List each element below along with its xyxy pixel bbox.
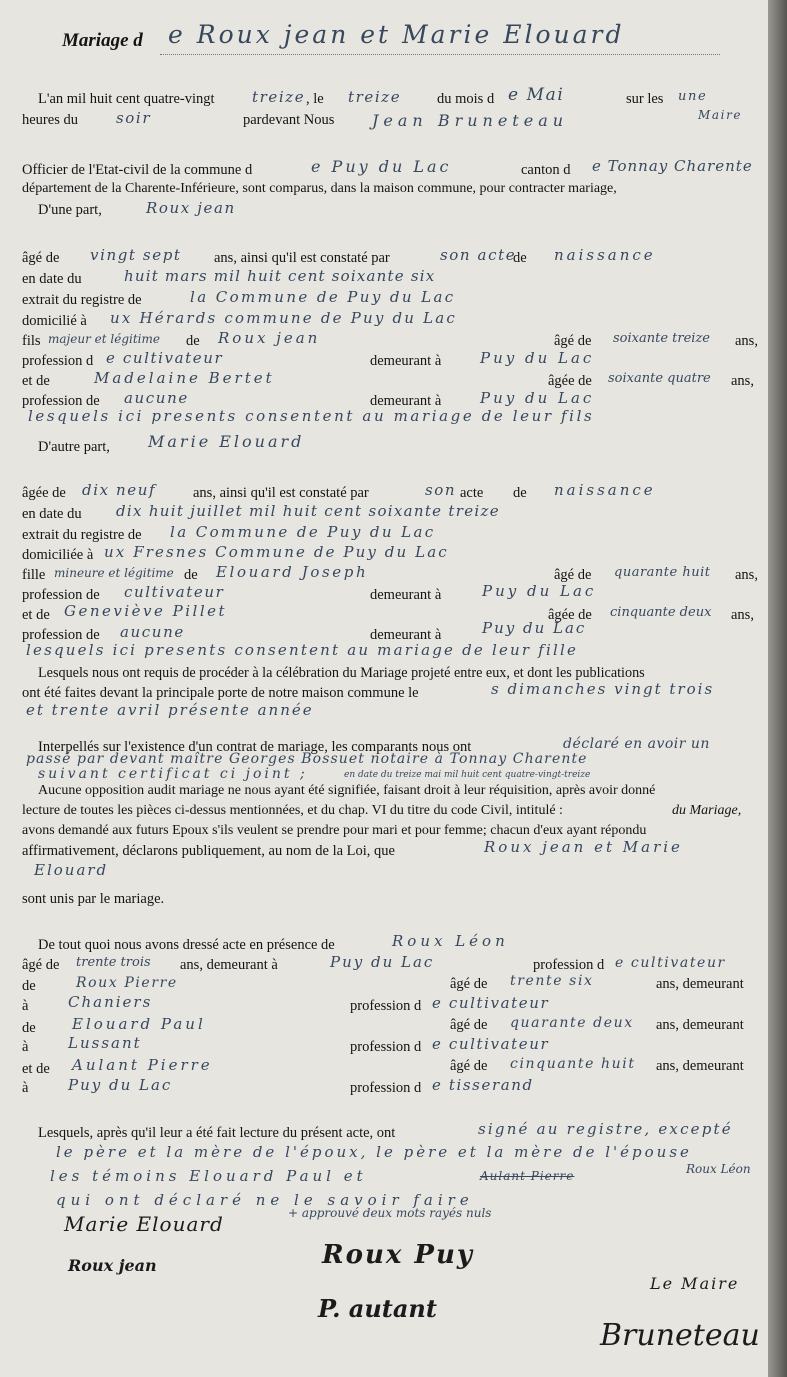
opposition-line2: lecture de toutes les pièces ci-dessus mentionnées, et du chap. VI du titre du code Civil, intitulé : <box>22 803 563 818</box>
month-text: du mois d <box>437 91 495 107</box>
epouse-acte-text: acte <box>460 485 484 501</box>
temoin3-prof-label: profession d <box>350 1039 422 1055</box>
lecture-value3b: Roux Léon <box>686 1162 751 1176</box>
signature-temoin1: Roux Puy <box>322 1240 474 1270</box>
epouse-pere-dem-value: Puy du Lac <box>482 582 597 600</box>
epouse-pere-age-value: quarante huit <box>614 565 711 580</box>
epoux-etde-label: et de <box>22 373 50 389</box>
epoux-mere-prof-label: profession de <box>22 393 100 409</box>
temoin4-dem-value: Puy du Lac <box>68 1076 173 1094</box>
temoin2-a-label: à <box>22 998 29 1014</box>
epoux-pere-ans-text: ans, <box>735 333 758 349</box>
temoin2-prof-value: e cultivateur <box>432 994 550 1012</box>
temoin3-age-label: âgé de <box>450 1017 488 1033</box>
month-value: e Mai <box>508 85 565 105</box>
contrat-value3: suivant certificat ci joint ; <box>38 766 308 782</box>
temoin3-de-label: de <box>22 1020 36 1036</box>
epouse-mere-age-value: cinquante deux <box>610 605 712 620</box>
epoux-constate-text: ans, ainsi qu'il est constaté par <box>214 250 390 266</box>
epouse-mere-dem-label: demeurant à <box>370 627 442 643</box>
signature-maire: Bruneteau <box>600 1318 760 1353</box>
opposition-line4: affirmativement, déclarons publiquement, au nom de la Loi, que <box>22 843 395 859</box>
page-edge <box>768 0 787 1377</box>
temoins-intro: De tout quoi nous avons dressé acte en présence de <box>38 937 335 953</box>
canton-value: e Tonnay Charente <box>592 157 753 175</box>
temoin1-dem-value: Puy du Lac <box>330 953 435 971</box>
temoin1-age-label: âgé de <box>22 957 60 973</box>
epouse-domicile-value: ux Fresnes Commune de Puy du Lac <box>104 543 449 561</box>
signature-epouse: Marie Elouard <box>64 1212 224 1236</box>
une-part-text: D'une part, <box>38 202 102 218</box>
soir-value: soir <box>116 109 152 127</box>
fille-value: mineure et légitime <box>54 566 174 580</box>
lecture-struck-name: Aulant Pierre <box>480 1169 575 1183</box>
heading-dots <box>160 54 720 55</box>
fils-de-text: de <box>186 333 200 349</box>
epoux-extrait-label: extrait du registre de <box>22 292 142 308</box>
epouse-pere-prof-value: cultivateur <box>124 583 225 601</box>
temoin2-age-value: trente six <box>510 973 594 989</box>
epoux-domicile-value: ux Hérards commune de Puy du Lac <box>110 309 458 327</box>
temoin2-age-label: âgé de <box>450 976 488 992</box>
lecture-value4: qui ont déclaré ne le savoir faire <box>56 1191 474 1209</box>
epoux-mere-dem-label: demeurant à <box>370 393 442 409</box>
day-value: treize <box>348 88 402 106</box>
lecture-value2: le père et la mère de l'époux, le père et la mère de l'épouse <box>56 1143 692 1161</box>
contrat-value2: passé par devant maître Georges Bossuet notaire à Tonnay Charente <box>26 751 588 767</box>
epouse-age-label: âgée de <box>22 485 66 501</box>
temoin4-nom-value: Aulant Pierre <box>72 1056 213 1074</box>
epouse-mere-ans-text: ans, <box>731 607 754 623</box>
hour-value: une <box>678 89 708 104</box>
epouse-mere-dem-value: Puy du Lac <box>482 619 587 637</box>
epoux-pere-dem-value: Puy du Lac <box>480 349 595 367</box>
temoin3-nom-value: Elouard Paul <box>72 1015 206 1033</box>
temoin4-prof-label: profession d <box>350 1080 422 1096</box>
epoux-mere-age-label: âgée de <box>548 373 592 389</box>
epoux-domicile-label: domicilié à <box>22 313 87 329</box>
temoin3-a-label: à <box>22 1039 29 1055</box>
contrat-line1: Interpellés sur l'existence d'un contrat de mariage, les comparants nous ont <box>38 739 472 755</box>
temoin4-prof-value: e tisserand <box>432 1076 534 1094</box>
contrat-value3b: en date du treize mai mil huit cent quatre-vingt-treize <box>344 770 591 780</box>
fils-value: majeur et légitime <box>48 332 160 346</box>
canton-text: canton d <box>521 162 571 178</box>
epouse-pere-prof-label: profession de <box>22 587 100 603</box>
officier-text: Officier de l'Etat-civil de la commune d <box>22 162 253 178</box>
maire-title-value: Maire <box>698 108 743 122</box>
epouse-mere-age-label: âgée de <box>548 607 592 623</box>
epoux-date-label: en date du <box>22 271 82 287</box>
epouse-age-value: dix neuf <box>82 481 157 499</box>
signature-temoin2: P. autant <box>318 1294 437 1323</box>
fils-label: fils <box>22 333 41 349</box>
epoux-consent-value: lesquels ici presents consentent au mariage de leur fils <box>28 407 595 425</box>
epouse-naissance-value: naissance <box>554 481 656 499</box>
act-heading: Mariage d <box>62 30 143 51</box>
temoin3-prof-value: e cultivateur <box>432 1035 550 1053</box>
epouse-date-label: en date du <box>22 506 82 522</box>
year-text: L'an mil huit cent quatre-vingt <box>38 91 215 107</box>
epoux-mere-value: Madelaine Bertet <box>94 369 275 387</box>
publications-dates-value: s dimanches vingt trois <box>491 680 715 698</box>
epoux-mere-prof-value: aucune <box>124 389 189 407</box>
epoux-naissance-value: naissance <box>554 246 656 264</box>
heading-names: e Roux jean et Marie Elouard <box>168 20 625 49</box>
signature-epoux: Roux jean <box>68 1256 157 1275</box>
temoin2-nom-value: Roux Pierre <box>76 975 178 991</box>
year-value: treize <box>252 88 306 106</box>
epoux-age-value: vingt sept <box>90 246 182 264</box>
epoux-age-label: âgé de <box>22 250 60 266</box>
epoux-pere-age-value: soixante treize <box>613 331 710 346</box>
temoin1-prof-label: profession d <box>533 957 605 973</box>
contrat-value1: déclaré en avoir un <box>563 736 710 752</box>
epoux-date-value: huit mars mil huit cent soixante six <box>124 267 436 285</box>
opposition-names-value: Roux jean et Marie <box>484 838 683 856</box>
epoux-pere-prof-value: e cultivateur <box>106 349 224 367</box>
temoin2-de-label: de <box>22 978 36 994</box>
epoux-registre-value: la Commune de Puy du Lac <box>190 288 456 306</box>
commune-value: e Puy du Lac <box>311 157 452 176</box>
lecture-value1: signé au registre, excepté <box>478 1120 733 1138</box>
autre-part-text: D'autre part, <box>38 439 110 455</box>
publications-line2: ont été faites devant la principale porte de notre maison commune le <box>22 685 419 701</box>
heures-text: heures du <box>22 112 78 128</box>
departement-text: département de la Charente-Inférieure, sont comparus, dans la maison commune, pour contracter mariage, <box>22 181 617 196</box>
epouse-pere-value: Elouard Joseph <box>216 563 369 581</box>
epoux-de-text: de <box>513 250 527 266</box>
epoux-mere-ans-text: ans, <box>731 373 754 389</box>
epouse-constate-text: ans, ainsi qu'il est constaté par <box>193 485 369 501</box>
epouse-pere-age-label: âgé de <box>554 567 592 583</box>
temoin1-dem-label: ans, demeurant à <box>180 957 278 973</box>
epouse-mere-prof-value: aucune <box>120 623 185 641</box>
opposition-names-value2: Elouard <box>34 861 109 879</box>
temoin3-age-value: quarante deux <box>510 1015 634 1031</box>
epoux-pere-prof-label: profession d <box>22 353 94 369</box>
epouse-pere-dem-label: demeurant à <box>370 587 442 603</box>
epouse-registre-value: la Commune de Puy du Lac <box>170 523 436 541</box>
fille-de-text: de <box>184 567 198 583</box>
temoin1-nom-value: Roux Léon <box>392 932 509 950</box>
le-text: , le <box>306 91 324 107</box>
pardevant-text: pardevant Nous <box>243 112 335 128</box>
temoin3-ans-label: ans, demeurant <box>656 1017 744 1033</box>
opposition-line3: avons demandé aux futurs Epoux s'ils veulent se prendre pour mari et pour femme; chacun d'eux ayant répondu <box>22 823 647 838</box>
sur-les-text: sur les <box>626 91 664 107</box>
opposition-line5: sont unis par le mariage. <box>22 891 165 907</box>
epoux-pere-dem-label: demeurant à <box>370 353 442 369</box>
temoin2-prof-label: profession d <box>350 998 422 1014</box>
lecture-line1: Lesquels, après qu'il leur a été fait lecture du présent acte, ont <box>38 1125 396 1141</box>
epouse-mere-prof-label: profession de <box>22 627 100 643</box>
temoin2-dem-value: Chaniers <box>68 993 153 1011</box>
epoux-mere-dem-value: Puy du Lac <box>480 389 595 407</box>
publications-dates-value2: et trente avril présente année <box>26 701 314 719</box>
epouse-etde-label: et de <box>22 607 50 623</box>
epoux-pere-value: Roux jean <box>218 329 321 347</box>
epouse-consent-value: lesquels ici presents consentent au mariage de leur fille <box>26 641 579 659</box>
temoin4-age-label: âgé de <box>450 1058 488 1074</box>
epoux-mere-age-value: soixante quatre <box>608 371 711 386</box>
temoin4-age-value: cinquante huit <box>510 1056 636 1072</box>
temoin3-dem-value: Lussant <box>68 1034 142 1052</box>
publications-line1: Lesquels nous ont requis de procéder à la célébration du Mariage projeté entre eux, et dont les publications <box>38 665 645 681</box>
epoux-name-value: Roux jean <box>146 199 236 217</box>
temoin4-ans-label: ans, demeurant <box>656 1058 744 1074</box>
fille-label: fille <box>22 567 46 583</box>
temoin1-age-value: trente trois <box>76 955 151 970</box>
temoin1-prof-value: e cultivateur <box>615 955 726 971</box>
epouse-extrait-label: extrait du registre de <box>22 527 142 543</box>
opposition-line1: Aucune opposition audit mariage ne nous ayant été signifiée, faisant droit à leur réquisition, après avoir donné <box>38 783 656 798</box>
temoin4-a-label: à <box>22 1080 29 1096</box>
epoux-son-acte-value: son acte <box>440 246 517 264</box>
epoux-pere-age-label: âgé de <box>554 333 592 349</box>
temoin2-ans-label: ans, demeurant <box>656 976 744 992</box>
epouse-son-value: son <box>425 481 457 499</box>
opposition-du-mariage: du Mariage, <box>672 803 742 818</box>
epouse-pere-ans-text: ans, <box>735 567 758 583</box>
epouse-date-value: dix huit juillet mil huit cent soixante treize <box>116 502 500 520</box>
maire-name-value: Jean Bruneteau <box>372 111 569 130</box>
epouse-de-text: de <box>513 485 527 501</box>
lecture-value4b: + approuvé deux mots rayés nuls <box>288 1206 492 1220</box>
temoin4-de-label: et de <box>22 1061 50 1077</box>
lecture-value3: les témoins Elouard Paul et <box>50 1167 367 1185</box>
epouse-name-value: Marie Elouard <box>148 432 305 451</box>
maire-label: Le Maire <box>650 1274 740 1293</box>
epouse-mere-value: Geneviève Pillet <box>64 602 228 620</box>
epouse-domicile-label: domiciliée à <box>22 547 94 563</box>
